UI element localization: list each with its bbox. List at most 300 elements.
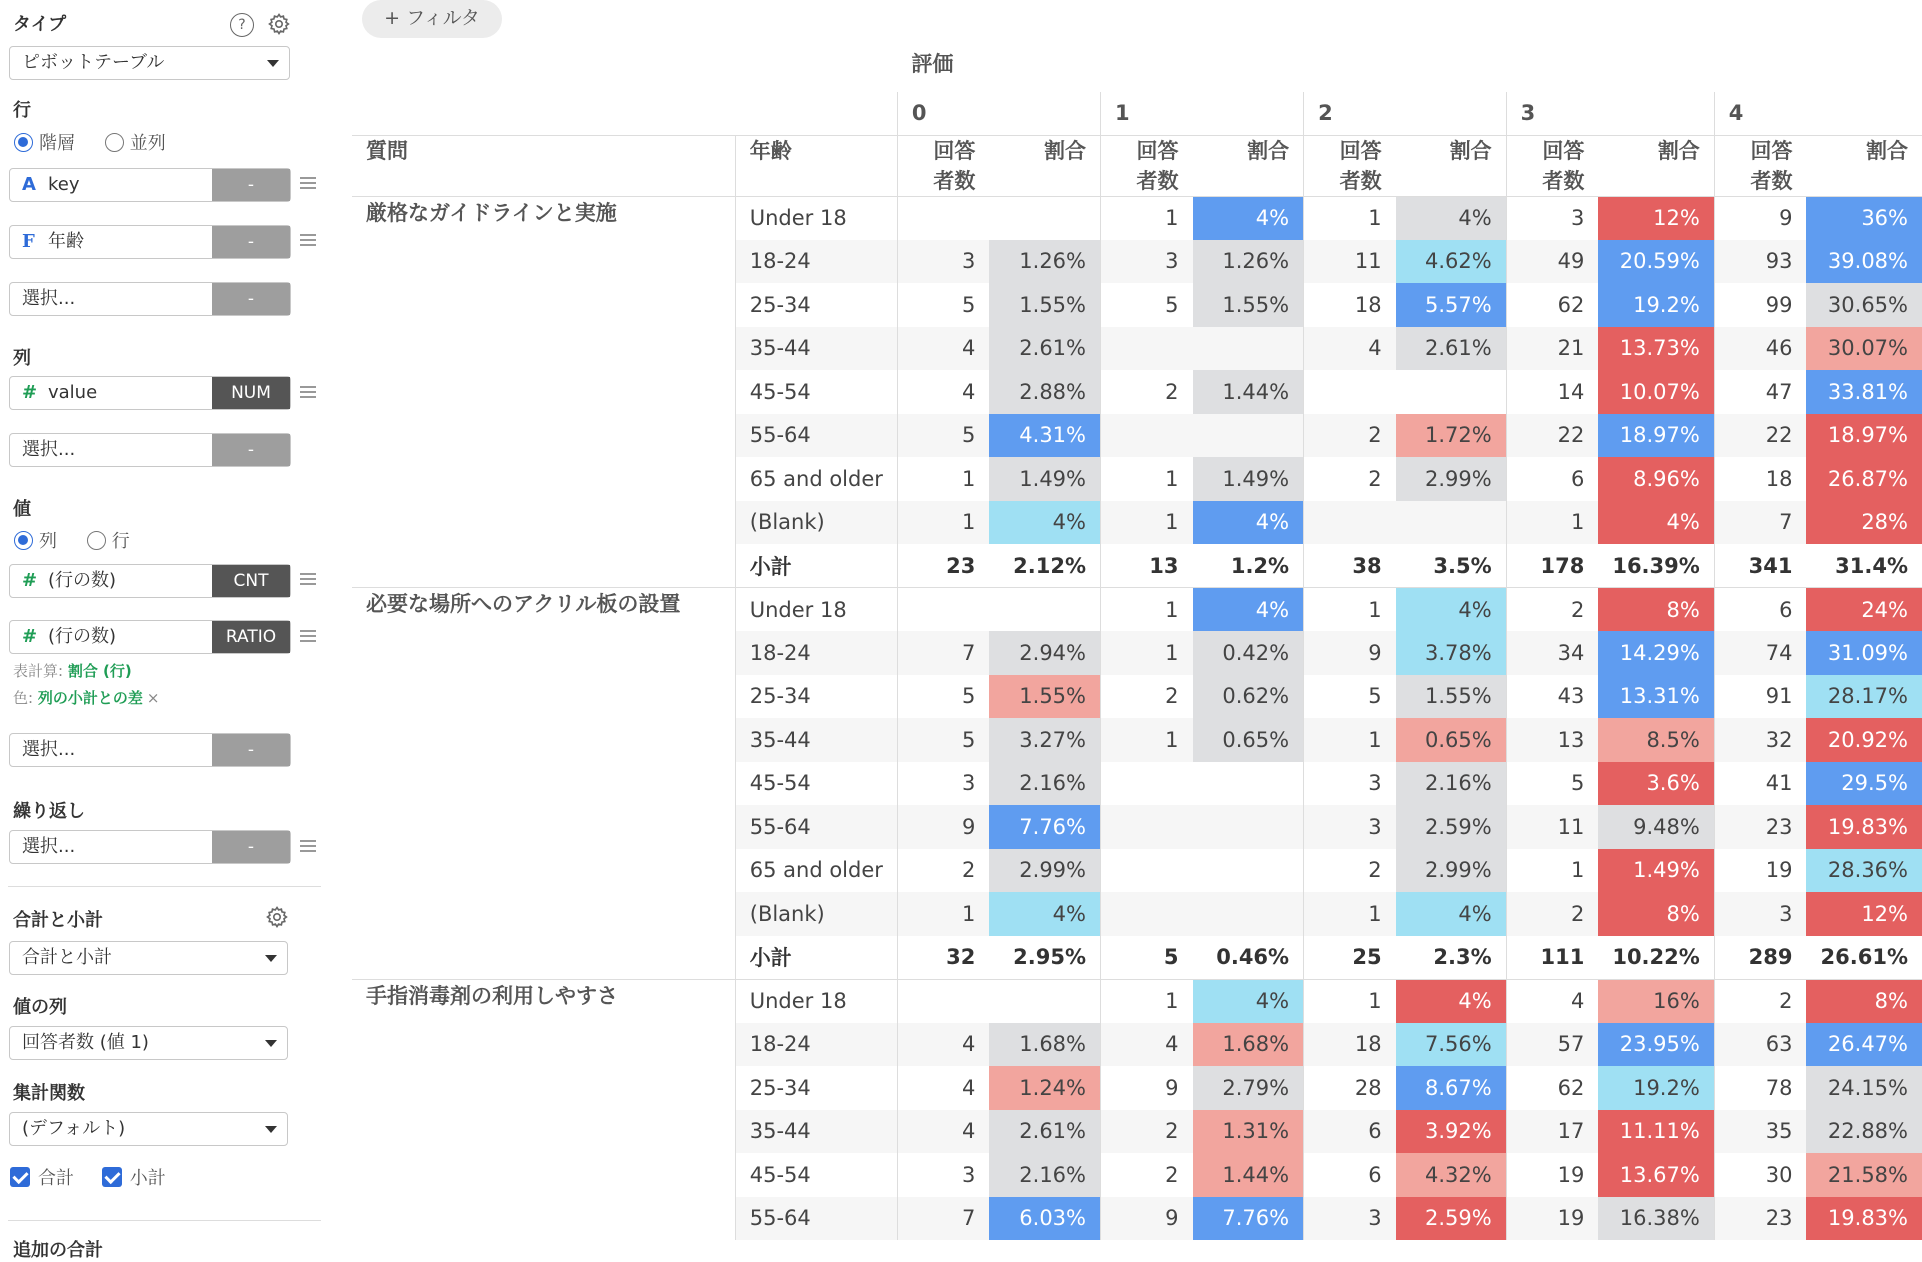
subtotal-count-cell: 178 <box>1506 544 1598 588</box>
count-cell: 5 <box>897 718 989 762</box>
count-cell: 23 <box>1714 805 1806 849</box>
rating-header: 3 <box>1506 92 1714 136</box>
count-cell: 11 <box>1304 240 1396 284</box>
table-row <box>352 979 1922 1023</box>
ratio-cell: 2.99% <box>1396 457 1507 501</box>
age-cell: 25-34 <box>735 675 897 719</box>
ratio-cell: 1.72% <box>1396 414 1507 458</box>
ratio-cell: 8% <box>1806 979 1922 1023</box>
count-cell: 5 <box>897 283 989 327</box>
chevron-down-icon <box>265 1040 277 1047</box>
question-cell: 手指消毒剤の利用しやすさ <box>352 979 735 1240</box>
count-cell <box>1101 762 1193 806</box>
checkbox-checked-icon <box>102 1167 122 1187</box>
row-field-select-agg-button[interactable]: - <box>212 283 290 315</box>
ratio-cell: 2.99% <box>989 849 1100 893</box>
count-cell: 1 <box>1304 196 1396 240</box>
count-cell: 4 <box>1506 979 1598 1023</box>
count-cell: 1 <box>1101 457 1193 501</box>
ratio-cell: 11.11% <box>1598 1110 1714 1154</box>
count-cell: 19 <box>1506 1197 1598 1241</box>
column-field-select-agg-button[interactable]: - <box>212 434 290 466</box>
row-field-age-agg-button[interactable]: - <box>212 226 290 258</box>
subtotal-ratio-cell: 1.2% <box>1230 553 1290 578</box>
count-cell <box>897 588 989 632</box>
ratio-cell: 2.59% <box>1396 805 1507 849</box>
count-cell: 3 <box>1304 805 1396 849</box>
age-cell: 35-44 <box>735 327 897 371</box>
subtotal-count-cell: 341 <box>1714 544 1806 588</box>
count-cell: 1 <box>1101 588 1193 632</box>
rating-header: 2 <box>1304 92 1507 136</box>
rows-mode-hierarchy[interactable]: 階層 <box>14 129 75 155</box>
count-cell <box>1101 414 1193 458</box>
ratio-cell: 28.36% <box>1806 849 1922 893</box>
ratio-cell: 31.09% <box>1806 631 1922 675</box>
count-cell: 18 <box>1304 283 1396 327</box>
subtotal-count-cell: 23 <box>897 544 989 588</box>
count-cell: 23 <box>1714 1197 1806 1241</box>
pivot-body <box>352 196 1922 1240</box>
ratio-cell: 2.94% <box>989 631 1100 675</box>
ratio-cell: 16.38% <box>1598 1197 1714 1241</box>
ratio-cell: 14.29% <box>1598 631 1714 675</box>
ratio-cell: 2.16% <box>989 1153 1100 1197</box>
ratio-cell: 1.26% <box>1193 240 1304 284</box>
count-cell: 1 <box>1304 718 1396 762</box>
drag-handle-icon[interactable] <box>300 234 316 246</box>
chevron-down-icon <box>267 60 279 67</box>
count-cell: 4 <box>1304 327 1396 371</box>
ratio-cell: 1.68% <box>989 1023 1100 1067</box>
count-cell: 1 <box>1101 196 1193 240</box>
ratio-cell <box>1396 501 1507 545</box>
ratio-cell <box>1396 370 1507 414</box>
chart-type-select[interactable] <box>9 46 290 80</box>
rows-mode-parallel[interactable]: 並列 <box>105 129 166 155</box>
column-field-value[interactable]: # value NUM <box>9 376 291 410</box>
radio-icon <box>87 531 106 550</box>
ratio-header: 割合 <box>1193 135 1304 196</box>
number-type-icon: # <box>22 570 38 591</box>
count-cell: 93 <box>1714 240 1806 284</box>
count-cell: 47 <box>1714 370 1806 414</box>
close-icon[interactable]: × <box>146 689 160 707</box>
count-cell: 1 <box>897 457 989 501</box>
count-cell: 3 <box>1101 240 1193 284</box>
count-cell: 2 <box>1714 979 1806 1023</box>
ratio-cell: 1.49% <box>1598 849 1714 893</box>
ratio-cell: 39.08% <box>1806 240 1922 284</box>
ratio-cell: 23.95% <box>1598 1023 1714 1067</box>
count-cell <box>897 979 989 1023</box>
ratio-cell <box>989 979 1100 1023</box>
count-cell: 2 <box>1506 892 1598 936</box>
number-type-icon: # <box>22 382 38 403</box>
count-cell: 2 <box>1304 414 1396 458</box>
chart-type-value: ピボットテーブル <box>22 52 165 73</box>
pivot-table-container <box>352 48 1922 1248</box>
respondent-count-header: 回答 者数 <box>1506 135 1598 196</box>
columns-label: 列 <box>13 348 31 369</box>
count-cell: 5 <box>1101 283 1193 327</box>
ratio-cell: 8% <box>1598 892 1714 936</box>
section-divider <box>8 1220 321 1221</box>
age-cell: (Blank) <box>735 892 897 936</box>
table-row <box>352 196 1922 240</box>
values-label: 値 <box>13 499 31 520</box>
ratio-cell: 24% <box>1806 588 1922 632</box>
column-field-value-agg-button[interactable]: NUM <box>212 377 290 409</box>
subtotal-ratio-cell: 26.61% <box>1820 945 1908 969</box>
ratio-cell: 12% <box>1598 196 1714 240</box>
ratio-header: 割合 <box>1806 135 1922 196</box>
count-cell: 2 <box>1304 457 1396 501</box>
ratio-cell: 0.65% <box>1193 718 1304 762</box>
ratio-cell: 19.2% <box>1598 283 1714 327</box>
color-setting-link[interactable]: 列の小計との差 <box>37 689 143 707</box>
rows-label: 行 <box>13 100 31 121</box>
ratio-cell: 13.67% <box>1598 1153 1714 1197</box>
count-cell: 28 <box>1304 1066 1396 1110</box>
count-cell: 1 <box>1101 501 1193 545</box>
count-cell: 4 <box>897 1066 989 1110</box>
ratio-cell <box>1193 414 1304 458</box>
ratio-cell: 2.88% <box>989 370 1100 414</box>
count-cell: 5 <box>897 675 989 719</box>
ratio-cell: 4% <box>1193 501 1304 545</box>
ratio-cell: 13.31% <box>1598 675 1714 719</box>
chevron-down-icon <box>265 955 277 962</box>
totals-label: 合計と小計 <box>13 910 103 931</box>
count-cell: 2 <box>897 849 989 893</box>
aggregate-function-label: 集計関数 <box>13 1083 85 1104</box>
count-cell: 49 <box>1506 240 1598 284</box>
count-cell: 19 <box>1506 1153 1598 1197</box>
row-field-age[interactable]: F 年齢 - <box>9 225 291 259</box>
count-cell: 3 <box>897 1153 989 1197</box>
number-type-icon: # <box>22 626 38 647</box>
ratio-cell: 10.07% <box>1598 370 1714 414</box>
ratio-cell <box>1193 762 1304 806</box>
count-cell <box>1101 849 1193 893</box>
count-cell: 14 <box>1506 370 1598 414</box>
ratio-cell: 3.78% <box>1396 631 1507 675</box>
ratio-cell: 2.61% <box>989 327 1100 371</box>
subtotal-ratio-cell: 2.12% <box>1013 553 1086 578</box>
gear-icon[interactable] <box>267 12 291 36</box>
count-cell: 78 <box>1714 1066 1806 1110</box>
age-cell: 18-24 <box>735 1023 897 1067</box>
repeat-field-select[interactable]: 選択... - <box>9 830 291 864</box>
ratio-cell: 4% <box>1598 501 1714 545</box>
value-field-select-agg-button[interactable]: - <box>212 734 290 766</box>
table-calculation-link[interactable]: 割合 (行) <box>67 662 132 680</box>
ratio-cell: 1.49% <box>1193 457 1304 501</box>
ratio-cell: 2.61% <box>989 1110 1100 1154</box>
ratio-cell: 7.56% <box>1396 1023 1507 1067</box>
subtotal-count-cell: 25 <box>1304 936 1396 980</box>
ratio-cell: 2.61% <box>1396 327 1507 371</box>
column-header-row <box>352 135 1922 196</box>
age-cell: 55-64 <box>735 805 897 849</box>
drag-handle-icon[interactable] <box>300 386 316 398</box>
ratio-cell: 4% <box>989 892 1100 936</box>
ratio-cell: 26.87% <box>1806 457 1922 501</box>
age-cell: Under 18 <box>735 196 897 240</box>
age-cell: 35-44 <box>735 718 897 762</box>
count-cell: 9 <box>897 805 989 849</box>
count-cell: 2 <box>1101 1110 1193 1154</box>
ratio-cell: 29.5% <box>1806 762 1922 806</box>
count-cell: 1 <box>1101 718 1193 762</box>
totals-checkbox-group <box>10 1164 188 1190</box>
add-filter-button[interactable]: + フィルタ <box>362 0 502 38</box>
ratio-cell <box>1193 849 1304 893</box>
ratio-cell: 8.96% <box>1598 457 1714 501</box>
ratio-cell: 3.6% <box>1598 762 1714 806</box>
age-cell: Under 18 <box>735 588 897 632</box>
count-cell: 6 <box>1506 457 1598 501</box>
count-cell: 74 <box>1714 631 1806 675</box>
ratio-cell: 8.5% <box>1598 718 1714 762</box>
age-cell: 18-24 <box>735 240 897 284</box>
ratio-cell: 8.67% <box>1396 1066 1507 1110</box>
ratio-cell: 2.59% <box>1396 1197 1507 1241</box>
ratio-cell: 3.92% <box>1396 1110 1507 1154</box>
ratio-cell: 19.2% <box>1598 1066 1714 1110</box>
help-icon[interactable]: ? <box>230 13 254 37</box>
count-cell: 57 <box>1506 1023 1598 1067</box>
count-cell: 4 <box>897 1110 989 1154</box>
ratio-cell: 6.03% <box>989 1197 1100 1241</box>
count-cell: 5 <box>897 414 989 458</box>
text-type-icon: A <box>22 174 36 195</box>
age-cell: 55-64 <box>735 414 897 458</box>
count-cell: 2 <box>1101 1153 1193 1197</box>
ratio-cell: 20.59% <box>1598 240 1714 284</box>
value-field-count[interactable]: # (行の数) CNT <box>9 564 291 598</box>
values-mode-column[interactable]: 列 <box>14 527 57 553</box>
value-field-select[interactable]: 選択... - <box>9 733 291 767</box>
ratio-cell: 16% <box>1598 979 1714 1023</box>
ratio-cell: 7.76% <box>989 805 1100 849</box>
ratio-cell: 4% <box>1396 979 1507 1023</box>
count-cell: 3 <box>897 762 989 806</box>
count-cell: 1 <box>1506 849 1598 893</box>
drag-handle-icon[interactable] <box>300 177 316 189</box>
ratio-header: 割合 <box>1598 135 1714 196</box>
subtotal-count-cell: 13 <box>1101 544 1193 588</box>
count-cell: 4 <box>897 1023 989 1067</box>
age-cell: 35-44 <box>735 1110 897 1154</box>
count-cell: 62 <box>1506 1066 1598 1110</box>
subtotal-count-cell: 289 <box>1714 936 1806 980</box>
subtotal-ratio-cell: 16.39% <box>1612 553 1700 578</box>
count-cell: 7 <box>897 1197 989 1241</box>
drag-handle-icon[interactable] <box>300 840 316 852</box>
pivot-table <box>352 48 1922 1240</box>
count-cell: 3 <box>1506 196 1598 240</box>
values-mode-radio-group <box>14 527 154 553</box>
ratio-cell: 1.44% <box>1193 1153 1304 1197</box>
ratio-cell: 36% <box>1806 196 1922 240</box>
ratio-cell: 4% <box>1193 588 1304 632</box>
values-mode-row[interactable]: 行 <box>87 527 130 553</box>
ratio-cell: 4% <box>1193 196 1304 240</box>
ratio-cell: 30.07% <box>1806 327 1922 371</box>
ratio-cell: 0.42% <box>1193 631 1304 675</box>
ratio-cell: 1.49% <box>989 457 1100 501</box>
color-setting-note: 色: 列の小計との差 × <box>13 689 160 707</box>
count-cell: 17 <box>1506 1110 1598 1154</box>
subtotal-ratio-cell: 3.5% <box>1433 553 1492 578</box>
age-cell: 25-34 <box>735 1066 897 1110</box>
count-cell: 1 <box>897 892 989 936</box>
value-field-count-agg-button[interactable]: CNT <box>212 565 290 597</box>
subtotal-count-cell: 32 <box>897 936 989 980</box>
formula-type-icon: F <box>22 231 35 252</box>
count-cell: 11 <box>1506 805 1598 849</box>
ratio-cell: 19.83% <box>1806 805 1922 849</box>
count-cell: 9 <box>1101 1066 1193 1110</box>
checkbox-checked-icon <box>10 1167 30 1187</box>
type-label: タイプ <box>13 14 67 35</box>
aggregate-function-select[interactable]: (デフォルト) <box>9 1112 288 1146</box>
ratio-cell: 4% <box>989 501 1100 545</box>
ratio-cell: 2.16% <box>989 762 1100 806</box>
ratio-cell: 4.62% <box>1396 240 1507 284</box>
count-cell: 18 <box>1304 1023 1396 1067</box>
count-cell: 7 <box>897 631 989 675</box>
count-cell: 4 <box>897 327 989 371</box>
ratio-cell: 26.47% <box>1806 1023 1922 1067</box>
count-cell <box>1304 370 1396 414</box>
count-cell: 1 <box>1506 501 1598 545</box>
count-cell: 1 <box>1304 979 1396 1023</box>
ratio-cell: 3.27% <box>989 718 1100 762</box>
gear-icon[interactable] <box>265 905 289 929</box>
count-cell: 34 <box>1506 631 1598 675</box>
chart-settings-sidebar <box>0 0 330 1261</box>
age-cell: (Blank) <box>735 501 897 545</box>
rows-mode-radio-group <box>14 129 190 155</box>
drag-handle-icon[interactable] <box>300 630 316 642</box>
ratio-header: 割合 <box>1396 135 1507 196</box>
row-field-key[interactable]: A key - <box>9 168 291 202</box>
ratio-cell <box>989 588 1100 632</box>
count-cell: 2 <box>1101 675 1193 719</box>
ratio-cell: 30.65% <box>1806 283 1922 327</box>
age-column-header: 年齢 <box>735 135 897 196</box>
age-cell: 65 and older <box>735 457 897 501</box>
ratio-cell: 8% <box>1598 588 1714 632</box>
ratio-cell: 12% <box>1806 892 1922 936</box>
count-cell: 6 <box>1304 1153 1396 1197</box>
count-cell: 30 <box>1714 1153 1806 1197</box>
value-field-ratio[interactable]: # (行の数) RATIO <box>9 620 291 654</box>
ratio-cell: 1.68% <box>1193 1023 1304 1067</box>
ratio-cell: 4% <box>1396 588 1507 632</box>
count-cell: 5 <box>1304 675 1396 719</box>
ratio-cell: 19.83% <box>1806 1197 1922 1241</box>
ratio-cell: 0.62% <box>1193 675 1304 719</box>
count-cell: 3 <box>1304 762 1396 806</box>
count-cell: 4 <box>897 370 989 414</box>
question-cell: 厳格なガイドラインと実施 <box>352 196 735 588</box>
count-cell: 3 <box>1714 892 1806 936</box>
count-cell: 18 <box>1714 457 1806 501</box>
repeat-field-agg-button[interactable]: - <box>212 831 290 863</box>
ratio-cell: 18.97% <box>1806 414 1922 458</box>
respondent-count-header: 回答 者数 <box>897 135 989 196</box>
value-column-select[interactable]: 回答者数 (値 1) <box>9 1026 288 1060</box>
ratio-cell: 4.31% <box>989 414 1100 458</box>
ratio-cell: 13.73% <box>1598 327 1714 371</box>
subtotal-label: 小計 <box>735 936 897 980</box>
count-cell: 35 <box>1714 1110 1806 1154</box>
totals-select[interactable]: 合計と小計 <box>9 941 288 975</box>
ratio-cell: 1.55% <box>1396 675 1507 719</box>
value-column-label: 値の列 <box>13 997 67 1018</box>
subtotal-checkbox[interactable]: 小計 <box>102 1164 166 1190</box>
question-cell: 必要な場所へのアクリル板の設置 <box>352 588 735 980</box>
ratio-cell: 24.15% <box>1806 1066 1922 1110</box>
ratio-cell <box>1193 327 1304 371</box>
ratio-cell: 4.32% <box>1396 1153 1507 1197</box>
ratio-cell <box>1193 892 1304 936</box>
count-cell: 22 <box>1506 414 1598 458</box>
ratio-cell: 2.79% <box>1193 1066 1304 1110</box>
count-cell <box>1101 327 1193 371</box>
count-cell: 99 <box>1714 283 1806 327</box>
ratio-cell: 9.48% <box>1598 805 1714 849</box>
subtotal-ratio-cell: 2.3% <box>1433 945 1492 969</box>
ratio-cell: 1.55% <box>989 675 1100 719</box>
subtotal-count-cell: 38 <box>1304 544 1396 588</box>
section-divider <box>8 886 321 887</box>
rating-header-row <box>352 92 1922 136</box>
count-cell: 9 <box>1714 196 1806 240</box>
age-cell: 65 and older <box>735 849 897 893</box>
age-cell: 25-34 <box>735 283 897 327</box>
subtotal-ratio-cell: 2.95% <box>1013 945 1086 969</box>
row-field-select[interactable]: 選択... - <box>9 282 291 316</box>
subtotal-ratio-cell: 31.4% <box>1835 553 1908 578</box>
age-cell: Under 18 <box>735 979 897 1023</box>
radio-selected-icon <box>14 531 33 550</box>
count-cell <box>1101 892 1193 936</box>
value-field-ratio-agg-button[interactable]: RATIO <box>212 621 290 653</box>
respondent-count-header: 回答 者数 <box>1101 135 1193 196</box>
ratio-cell: 4% <box>1396 196 1507 240</box>
count-cell: 3 <box>1304 1197 1396 1241</box>
column-field-select[interactable]: 選択... - <box>9 433 291 467</box>
drag-handle-icon[interactable] <box>300 573 316 585</box>
ratio-cell: 5.57% <box>1396 283 1507 327</box>
count-cell: 19 <box>1714 849 1806 893</box>
row-field-key-agg-button[interactable]: - <box>212 169 290 201</box>
total-checkbox[interactable]: 合計 <box>10 1164 74 1190</box>
count-cell: 32 <box>1714 718 1806 762</box>
count-cell: 2 <box>1304 849 1396 893</box>
count-cell: 46 <box>1714 327 1806 371</box>
ratio-cell: 0.65% <box>1396 718 1507 762</box>
ratio-cell: 20.92% <box>1806 718 1922 762</box>
respondent-count-header: 回答 者数 <box>1304 135 1396 196</box>
column-axis-title: 評価 <box>911 52 954 76</box>
repeat-label: 繰り返し <box>13 801 85 822</box>
